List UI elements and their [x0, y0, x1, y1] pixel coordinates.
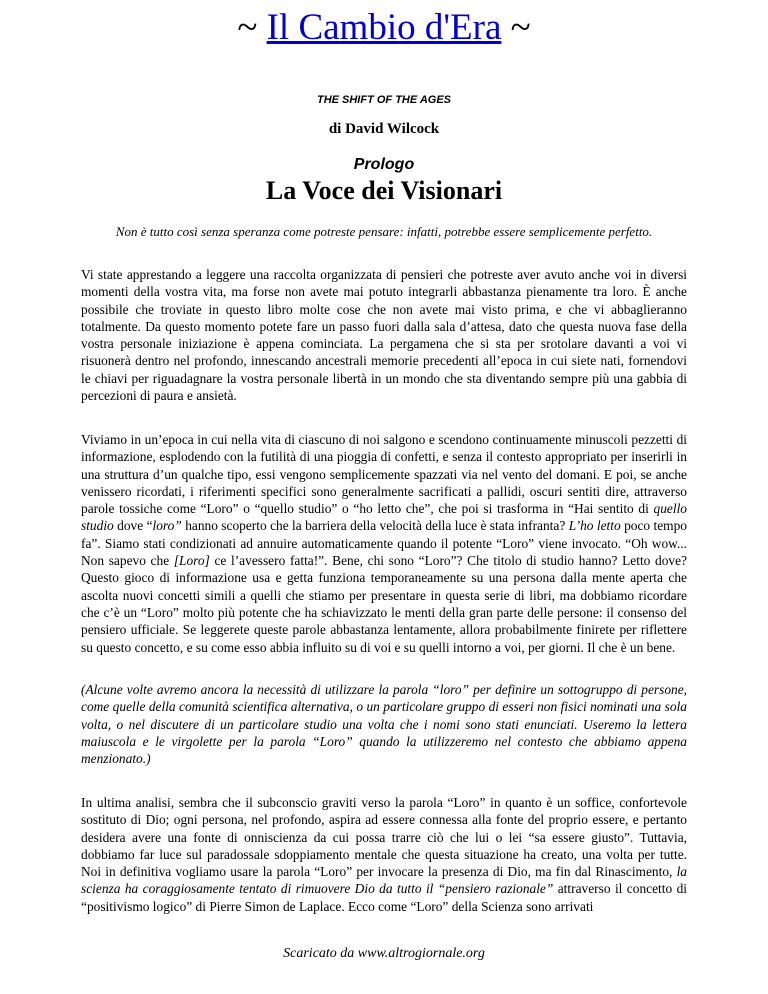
epigraph: Non è tutto così senza speranza come potreste pensare: infatti, potrebbe essere semplicemente perfetto. [115, 224, 653, 239]
paragraph-4-text-1: In ultima analisi, sembra che il subconscio graviti verso la parola “Loro” in quanto è un soffice, confortevole sostituto di Dio; ogni persona, nel profondo, aspira ad essere connessa alla fonte del proprio essere, e pertanto desidera avere una fonte di onniscienza da cui possa trarre ciò che lui o lei “sa essere giusto”. Tuttavia, dobbiamo far luce sul paradossale sdoppiamento mentale che questa situazione ha creato, una volta per tutte. Noi in definitiva vogliamo usare la parola “Loro” per invocare la presenza di Dio, ma fin dal Rinascimento, [81, 795, 687, 880]
paragraph-1: Vi state apprestando a leggere una raccolta organizzata di pensieri che potreste aver avuto anche voi in diversi momenti della vostra vita, ma forse non avete mai potuto integrarli abbastanza pienamente tra loro. È anche possibile che troviate in questo libro molte cose che non avete mai visto prima, e che vi abbaglieranno totalmente. Da questo momento potete fare un passo fuori dalla sala d’attesa, dato che questa nuova fase della vostra personale iniziazione è appena cominciata. La pergamena che si sta per srotolare davanti a voi vi risuonerà dentro nel profondo, innescando ancestrali memorie precedenti all’epoca in cui siete nati, fornendovi le chiavi per riguadagnare la vostra personale libertà in un mondo che sta diventando sempre più una gabbia di percezioni di paura e ansietà. [81, 267, 687, 404]
english-subtitle: THE SHIFT OF THE AGES [316, 94, 452, 106]
paragraph-2 [81, 431, 687, 656]
paragraph-2-text-1: Viviamo in un’epoca in cui nella vita di ciascuno di noi salgono e scendono continuamente minuscoli pezzetti di informazione, esplodendo con la futilità di una pioggia di confetti, e senza il contesto appropriato per inserirli in una struttura d’un qualche tipo, essi vengono semplicemente spazzati via nel vento del domani. E poi, se anche venissero ricordati, i riferimenti specifici sono generalmente sacrificati a pallidi, oscuri sentiti dire, attraverso parole tossiche come “Loro” o “quello studio” o “ho letto che”, che poi si trasforma in “Hai sentito di [81, 432, 687, 517]
paragraph-3-note: (Alcune volte avremo ancora la necessità di utilizzare la parola “loro” per definire un sottogruppo di persone, come quelle della comunità scientifica alternativa, o un particolare gruppo di esseri non fisici nominati una sola volta, o nel discutere di un particolare studio una volta che i nomi sono stati enunciati. Useremo la lettera maiuscola e le virgolette per la parola “Loro” quando la utilizzeremo nel contesto che abbiamo appena menzionato.) [81, 682, 687, 767]
title-link[interactable]: Il Cambio d'Era [266, 7, 502, 48]
paragraph-4-text-2: attraverso il concetto di “positivismo logico” di Pierre Simon de Laplace. Ecco come “Loro” della Scienza sono arrivati [81, 881, 687, 914]
paragraph-4 [81, 794, 687, 915]
paragraph-4-italic-1: la scienza ha coraggiosamente tentato di rimuovere Dio da tutto il “pensiero razionale” [81, 864, 687, 897]
chapter-title: La Voce dei Visionari [265, 176, 503, 205]
paragraph-2-text-3: hanno scoperto che la barriera della velocità della luce è stata infranta? [181, 518, 569, 534]
title-tilde-right: ~ [501, 7, 531, 48]
paragraph-2-italic-4: [Loro] [173, 553, 210, 569]
document-title [0, 6, 768, 50]
paragraph-2-text-4: poco tempo fa”. Siamo stati condizionati ad annuire automaticamente quando il potente “Loro” viene invocato. “Oh wow... Non sapevo che [81, 518, 687, 569]
author-byline: di David Wilcock [328, 121, 440, 137]
page-footer: Scaricato da www.altrogiornale.org [283, 946, 485, 961]
paragraph-2-italic-3: L’ho letto [568, 518, 621, 534]
paragraph-2-italic-1: quello studio [81, 501, 687, 534]
paragraph-2-italic-2: loro” [152, 518, 182, 534]
title-tilde-left: ~ [237, 7, 267, 48]
paragraph-2-text-5: ce l’avessero fatta!”. Bene, chi sono “Loro”? Che titolo di studio hanno? Letto dove? Questo gioco di informazione usa e getta funziona temporaneamente su una persona dalla mente aperta che ascolta nuovi concetti simili a quelli che stiamo per presentare in questa serie di libri, ma dobbiamo ricordare che c’è un “Loro” molto più potente che ha schiavizzato le menti della gran parte delle persone: il consenso del pensiero ufficiale. Se leggerete queste parole abbastanza lentamente, allora probabilmente finirete per riflettere su questo concetto, e su come esso abbia influito su di voi e su quelli intorno a voi, per giorni. Il che è un bene. [81, 553, 687, 655]
paragraph-2-text-2: dove “ [113, 518, 153, 534]
section-label: Prologo [353, 156, 415, 173]
